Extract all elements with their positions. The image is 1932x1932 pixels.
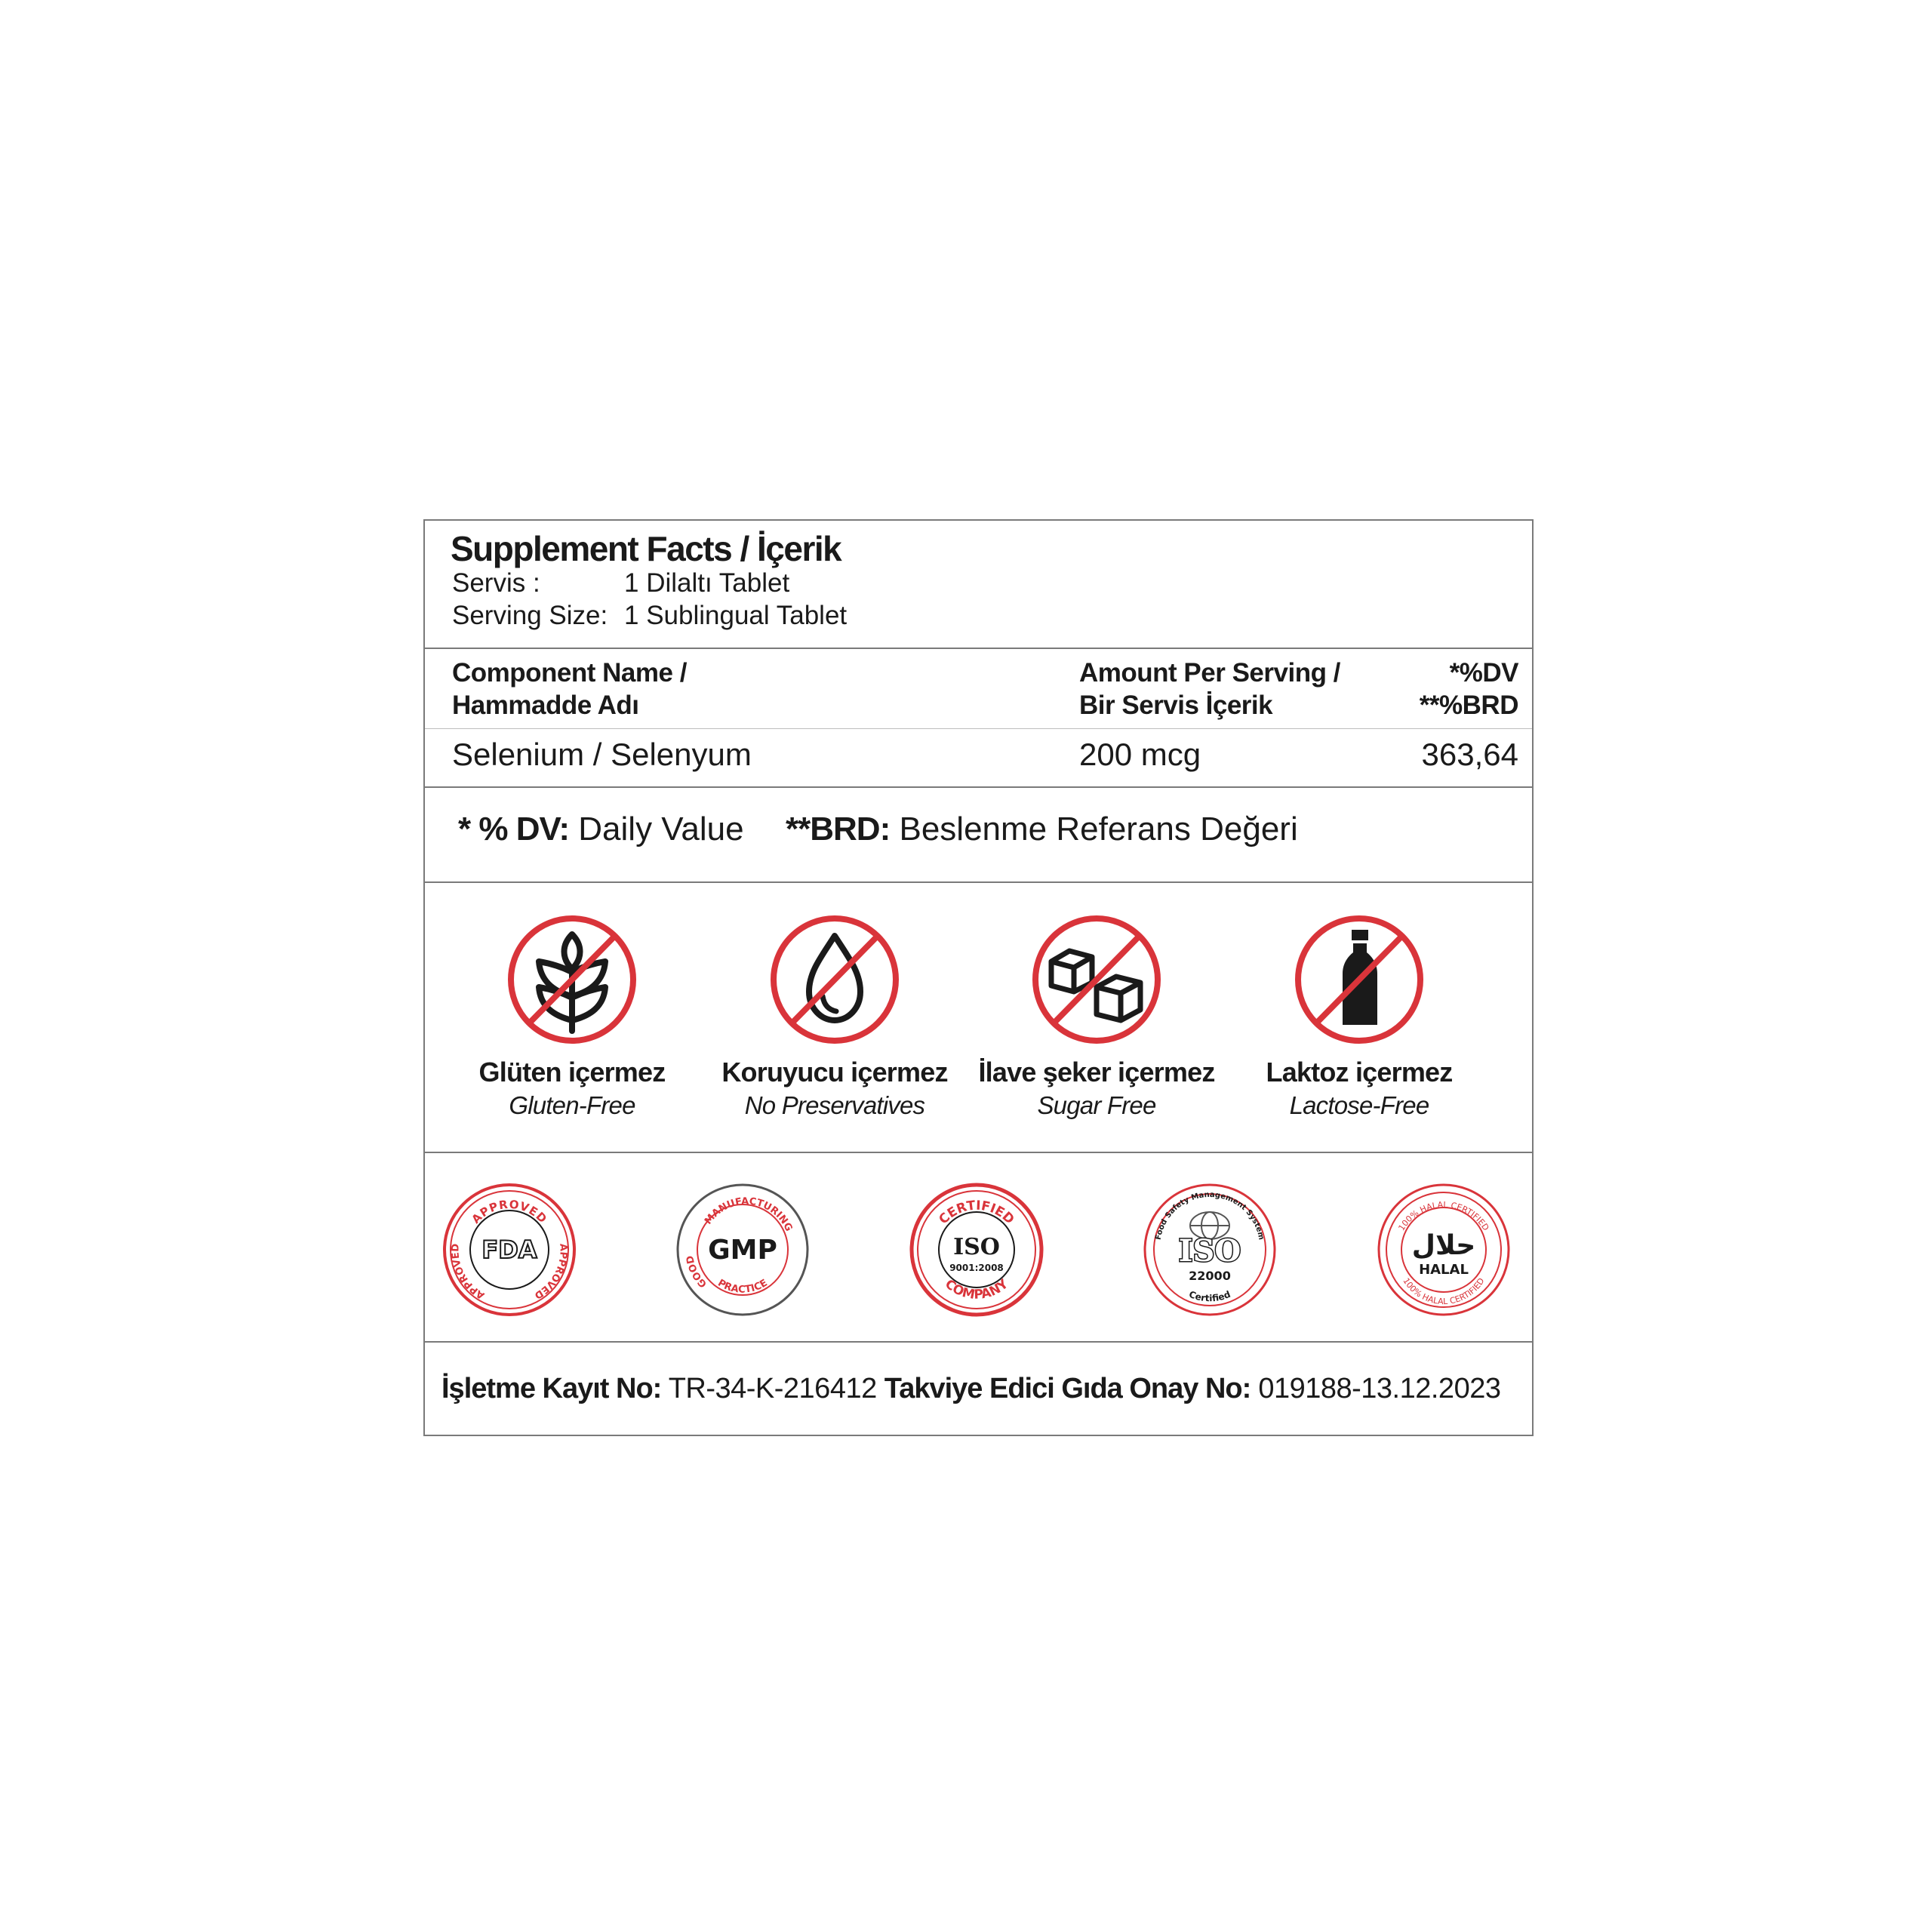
svg-text:COMPANY: [942, 1276, 1011, 1303]
gmp-badge-text: GMP: [708, 1235, 777, 1266]
servis-label: Servis :: [452, 568, 540, 598]
registration-footer: [425, 1343, 1532, 1436]
table-header: [425, 649, 1532, 729]
iso-22000-badge-text: ISO: [1178, 1233, 1241, 1269]
dv-key: * % DV:: [458, 811, 570, 848]
brd-key: **BRD:: [786, 811, 891, 848]
fda-badge-text: FDA: [481, 1235, 537, 1264]
free-from-label-en: No Preservatives: [744, 1091, 925, 1119]
lactose-free-item: [1231, 913, 1487, 1120]
servis-row: [452, 568, 789, 598]
no-milk-bottle-icon: [1293, 913, 1426, 1046]
gmp-ring-top-text: MANUFACTURING: [703, 1195, 795, 1234]
halal-badge-subtext: HALAL: [1419, 1262, 1469, 1278]
free-from-label-en: Sugar Free: [1037, 1091, 1156, 1119]
amount-cell: 200 mcg: [1079, 737, 1201, 772]
registration-text: [441, 1373, 1500, 1405]
free-from-label-tr: Laktoz içermez: [1266, 1057, 1453, 1088]
halal-badge: [1376, 1182, 1512, 1318]
iso-22000-ring-top-text: Food Safety Management System: [1154, 1190, 1266, 1241]
column-header-component-line2: Hammadde Adı: [452, 691, 639, 720]
no-sugar-cubes-icon: [1030, 913, 1163, 1046]
halal-arabic-text: حلال: [1411, 1230, 1476, 1261]
svg-text:CERTIFIED: [936, 1198, 1017, 1228]
no-drop-icon: [768, 913, 901, 1046]
svg-text:Certified: [1187, 1289, 1232, 1304]
servis-value: 1 Dilaltı Tablet: [624, 568, 790, 598]
serving-size-value: 1 Sublingual Tablet: [624, 601, 848, 630]
serving-size-label: Serving Size:: [452, 601, 608, 630]
panel-header: [425, 521, 1532, 649]
column-header-dv-line1: *%DV: [1449, 658, 1518, 688]
svg-text:100% HALAL CERTIFIED: [1397, 1200, 1491, 1232]
fda-ring-right-text: APPROVED: [532, 1243, 569, 1301]
gmp-badge: [675, 1182, 811, 1318]
no-wheat-icon: [506, 913, 638, 1046]
iso-9001-ring-top-text: CERTIFIED: [936, 1198, 1017, 1228]
gmp-ring-left-text: GOOD: [685, 1254, 710, 1290]
sugar-free-item: [968, 913, 1225, 1120]
free-from-label-tr: Glüten içermez: [478, 1057, 666, 1088]
registration-value-2: 019188-13.12.2023: [1258, 1373, 1501, 1404]
column-header-amount-line1: Amount Per Serving /: [1079, 658, 1340, 688]
iso-22000-ring-bottom-text: Certified: [1187, 1288, 1232, 1304]
iso-9001-badge-text: ISO: [953, 1234, 1000, 1260]
serving-size-row: [452, 601, 847, 631]
iso-9001-badge-subtext: 9001:2008: [949, 1263, 1004, 1273]
column-header-amount: [1079, 657, 1340, 721]
free-from-label-en: Lactose-Free: [1289, 1091, 1429, 1119]
column-header-dv-line2: **%BRD: [1419, 691, 1518, 720]
svg-text:MANUFACTURING: [703, 1196, 794, 1233]
supplement-facts-panel: [423, 519, 1534, 1436]
halal-ring-top-text: 100% HALAL CERTIFIED: [1396, 1199, 1491, 1233]
column-header-amount-line2: Bir Servis İçerik: [1079, 691, 1273, 720]
free-from-label-tr: İlave şeker içermez: [978, 1057, 1215, 1088]
fda-ring-left-text: APPROVED: [450, 1243, 487, 1301]
column-header-component-line1: Component Name /: [452, 658, 687, 688]
gmp-ring-bottom-text: PRACTICE: [715, 1277, 770, 1296]
footnote: [425, 788, 1532, 883]
registration-label-2: Takviye Edici Gıda Onay No:: [884, 1373, 1251, 1404]
component-cell: Selenium / Selenyum: [452, 737, 752, 772]
iso-22000-badge: [1142, 1182, 1278, 1318]
iso-9001-ring-bottom-text: COMPANY: [942, 1276, 1011, 1303]
svg-text:PRACTICE: [715, 1278, 769, 1296]
brd-text: Beslenme Referans Değeri: [899, 811, 1298, 848]
certifications-section: [425, 1153, 1532, 1343]
gluten-free-item: [444, 913, 700, 1120]
iso-22000-badge-subtext: 22000: [1189, 1269, 1231, 1283]
free-from-label-tr: Koruyucu içermez: [721, 1057, 948, 1088]
halal-ring-bottom-text: 100% HALAL CERTIFIED: [1401, 1276, 1487, 1307]
dv-footnote: [458, 811, 744, 848]
registration-value-1: TR-34-K-216412: [668, 1373, 877, 1404]
registration-label-1: İşletme Kayıt No:: [441, 1373, 662, 1404]
free-from-section: [425, 883, 1532, 1153]
column-header-component: [452, 657, 687, 721]
fda-ring-top-text: APPROVED: [469, 1197, 550, 1226]
iso-9001-badge: [909, 1182, 1044, 1318]
dv-cell: 363,64: [1421, 737, 1518, 772]
table-row: [425, 729, 1532, 788]
column-header-dv: [1420, 657, 1518, 721]
svg-text:APPROVED: [469, 1198, 549, 1226]
page-title: Supplement Facts / İçerik: [451, 529, 841, 568]
free-from-label-en: Gluten-Free: [509, 1091, 635, 1119]
fda-approved-badge: [441, 1182, 577, 1318]
brd-footnote: [786, 811, 1298, 848]
dv-text: Daily Value: [578, 811, 744, 848]
no-preservatives-item: [706, 913, 963, 1120]
